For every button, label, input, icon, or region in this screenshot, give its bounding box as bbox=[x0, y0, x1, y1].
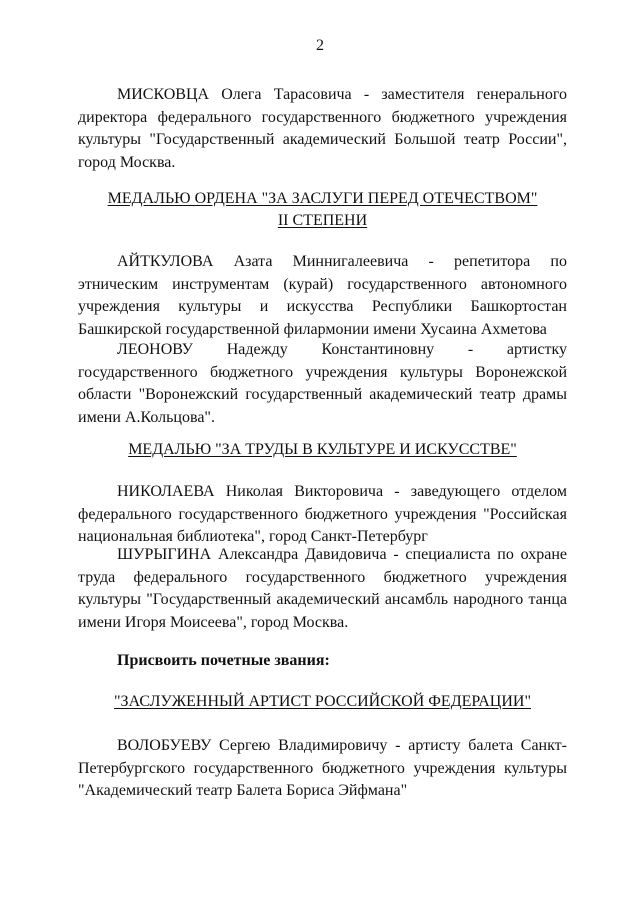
award-paragraph-nikolaev bbox=[78, 481, 567, 549]
person-description: Николая Викторовича - заведующего отделом федерального государственного бюджетного учреждения "Российская национальная библиотека", город Санкт-Петербург bbox=[78, 483, 567, 545]
award-paragraph-miskovets bbox=[78, 84, 567, 174]
award-paragraph-volobuev bbox=[78, 735, 567, 803]
section-heading-culture-medal bbox=[78, 439, 567, 461]
person-description: Александра Давидовича - специалиста по охране труда федерального государственного бюджетного учреждения культуры "Государственный академический ансамбль народного танца имени Игоря Моисеева", город Москва. bbox=[78, 546, 567, 631]
person-description: Надежду Константиновну - артистку государственного бюджетного учреждения культуры Воронежской области "Воронежский государственный академический театр драмы имени А.Кольцова". bbox=[78, 341, 567, 426]
page-number: 2 bbox=[316, 37, 324, 54]
award-paragraph-shurygin bbox=[78, 544, 567, 634]
section-heading-line: II СТЕПЕНИ bbox=[277, 212, 368, 229]
section-heading-line: МЕДАЛЬЮ ОРДЕНА "ЗА ЗАСЛУГИ ПЕРЕД ОТЕЧЕСТВОМ" bbox=[107, 190, 538, 207]
titles-intro: Присвоить почетные звания: bbox=[117, 652, 330, 669]
section-heading-order-medal bbox=[78, 188, 567, 232]
person-name: ВОЛОБУЕВУ bbox=[117, 737, 212, 754]
person-name: АЙТКУЛОВА bbox=[117, 253, 214, 270]
award-paragraph-leonova bbox=[78, 339, 567, 429]
section-heading-line: МЕДАЛЬЮ "ЗА ТРУДЫ В КУЛЬТУРЕ И ИСКУССТВЕ" bbox=[128, 441, 517, 458]
person-name: ШУРЫГИНА bbox=[117, 546, 212, 563]
person-description: Азата Миннигалеевича - репетитора по этническим инструментам (курай) государственного автономного учреждения культуры и искусства Республики Башкортостан Башкирской государственной филармонии имени Хусаина Ахметова bbox=[78, 253, 567, 338]
section-heading-honored-artist bbox=[78, 691, 567, 713]
award-paragraph-aitkulov bbox=[78, 251, 567, 341]
person-name: НИКОЛАЕВА bbox=[117, 483, 215, 500]
person-description: Олега Тарасовича - заместителя генерального директора федерального государственного бюджетного учреждения культуры "Государственный академический Большой театр России", город Москва. bbox=[78, 86, 567, 171]
person-name: ЛЕОНОВУ bbox=[117, 341, 193, 358]
section-heading-line: "ЗАСЛУЖЕННЫЙ АРТИСТ РОССИЙСКОЙ ФЕДЕРАЦИИ" bbox=[114, 693, 531, 710]
person-name: МИСКОВЦА bbox=[117, 86, 210, 103]
person-description: Сергею Владимировичу - артисту балета Санкт-Петербургского государственного бюджетного учреждения культуры "Академический театр Балета Бориса Эйфмана" bbox=[78, 737, 567, 799]
